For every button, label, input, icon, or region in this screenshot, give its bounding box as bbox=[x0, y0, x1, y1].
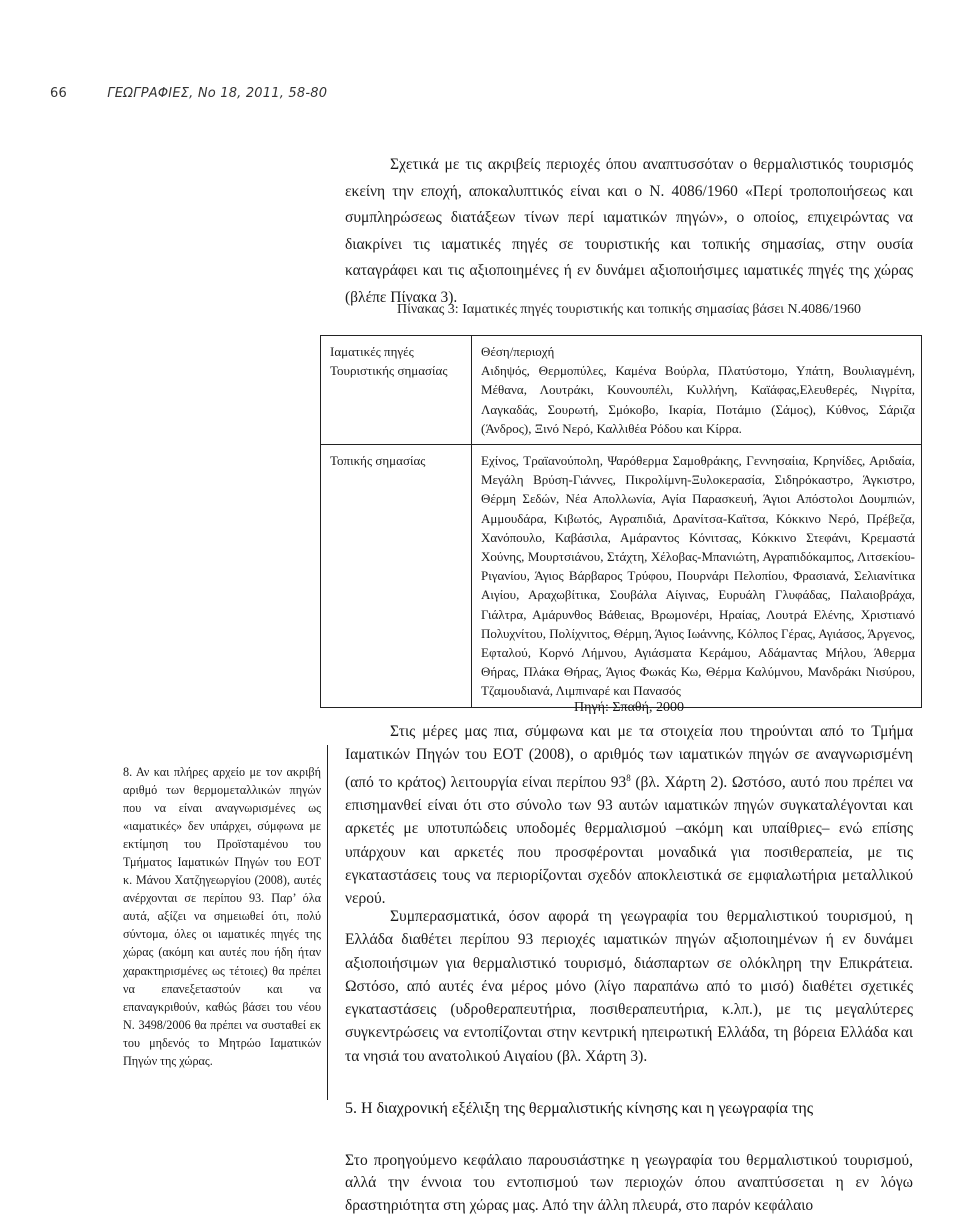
table-caption: Πίνακας 3: Ιαματικές πηγές τουριστικής και τοπικής σημασίας βάσει Ν.4086/1960 bbox=[396, 302, 862, 317]
journal-citation: ΓΕΩΓΡΑΦΙΕΣ, Νο 18, 2011, 58-80 bbox=[107, 86, 328, 101]
paragraph-2 bbox=[345, 720, 913, 911]
paragraph-3: Συμπερασματικά, όσον αφορά τη γεωγραφία του θερμαλιστικού τουρισμού, η Ελλάδα διαθέτει περίπου 93 περιοχές ιαματικών πηγών αξιοποιημένων ή εν δυνάμει αξιοποιήσιμων για θερμαλιστικό τουρισμό, διάσπαρτων σε ολόκληρη την Επικράτεια. Ωστόσο, από αυτές ένα μέρος μόνο (λίγο παραπάνω από το μισό) διαθέτει σχετικές εγκαταστάσεις (υδροθεραπευτήρια, ποσιθεραπευτήρια, κ.λπ.), με τις μεγαλύτερες συγκεντρώσεις να εντοπίζονται στην κεντρική ηπειρωτική Ελλάδα, τη βόρεια Ελλάδα και τα νησιά του ανατολικού Αιγαίου (βλ. Χάρτη 3). bbox=[345, 908, 913, 1065]
footnote-ref: 8 bbox=[626, 772, 631, 783]
locations-cell: Εχίνος, Τραϊανούπολη, Ψαρόθερμα Σαμοθράκης, Γεννησαίια, Κρηνίδες, Αριδαία, Μεγάλη Βρύση-Γιάννες, Πικρολίμνη-Ξυλοκερασία, Σιδηρόκαστρο, Άγκιστρο, Θέρμη Σεδών, Νέα Απολλωνία, Αγία Παρασκευή, Άγιοι Απόστολοι Δουμπιών, Αμμουδάρα, Κιβωτός, Αγραπιδιά, Δρανίτσα-Καϊτσα, Κόκκινο Νερό, Πρέβεζα, Χανόπουλο, Καβάσιλα, Αμάραντος Κόνιτσας, Κόκκινο Στεφάνι, Κρεμαστά Χούνης, Μουρτσιάνου, Στάχτη, Χέλοβας-Μπανιώτη, Αγραπιδόκαμπος, Λιτσεκίου-Ριγανίου, Άγιος Βάρβαρος Τρύφου, Πουρνάρι Πελοπίου, Φρασιανά, Σελιανίτικα Αιγίου, Αραχωβίτικα, Σουβάλα Αίγινας, Ευρυάλη Γλυφάδας, Παλαιοβράχα, Γιάλτρα, Αμάρυνθος Βάθειας, Βρωμονέρι, Ηραίας, Λουτρά Ελένης, Χριστιανό Πολυχνίτου, Πολίχνιτος, Θέρμη, Άγιος Ιωάννης, Κόλπος Γέρας, Αγιάσος, Άργενος, Εφταλού, Κορνό Λήμνου, Αγιάσματα Κεράμου, Αδάμαντας Μήλου, Άθερμα Θήρας, Πλάκα Θήρας, Άγιος Φωκάς Κω, Θέρμα Καλύμνου, Μανδράκι Νισύρου, Τζαμουδιανά, Λιμπιναρέ και Πανασός bbox=[472, 445, 922, 708]
springs-table bbox=[320, 335, 922, 708]
table-source: Πηγή: Σπαθή, 2000 bbox=[574, 700, 684, 715]
column-header: Θέση/περιοχή bbox=[481, 344, 555, 359]
paragraph-2-text-cont: (βλ. Χάρτη 2). Ωστόσο, αυτό που πρέπει να επισημανθεί είναι ότι στο σύνολο των 93 αυτών ιαματικών πηγών συγκαταλέγονται και αρκετές με υποτυπώδεις υποδομές θερμαλισμού –ακόμη και υπαίθριες– ενώ επίσης υπάρχουν και αρκετές που προσφέρονται μοναδικά για ποσιθεραπεία, με τις εγκαταστάσεις τους να περιορίζονται σχεδόν αποκλειστικά σε εμφιαλωτήρια μεταλλικού νερού. bbox=[345, 773, 913, 908]
page-number: 66 bbox=[50, 86, 67, 101]
intro-paragraph: Σχετικά με τις ακριβείς περιοχές όπου αναπτυσσόταν ο θερμαλιστικός τουρισμός εκείνη την εποχή, αποκαλυπτικός είναι και ο Ν. 4086/1960 «Περί τροποποιήσεως και συμπληρώσεως διατάξεων τίνων περί ιαματικών πηγών», ο οποίος, επιχειρώντας να διακρίνει τις ιαματικές πηγές σε τουριστικής και τοπικής σημασίας, στην ουσία καταγράφει και τις αξιοποιημένες ή εν δυνάμει αξιοποιήσιμες ιαματικές πηγές της χώρας (βλέπε Πίνακα 3). bbox=[345, 156, 913, 306]
locations-cell bbox=[472, 336, 922, 445]
table-row bbox=[321, 336, 922, 445]
running-header bbox=[50, 86, 327, 101]
section-heading: 5. Η διαχρονική εξέλιξη της θερμαλιστικής κίνησης και η γεωγραφία της bbox=[345, 1100, 814, 1117]
table-row bbox=[321, 445, 922, 708]
footnote-divider bbox=[327, 745, 328, 1100]
category-cell: Ιαματικές πηγές Τουριστικής σημασίας bbox=[321, 336, 472, 445]
category-cell: Τοπικής σημασίας bbox=[321, 445, 472, 708]
paragraph-4: Στο προηγούμενο κεφάλαιο παρουσιάστηκε η γεωγραφία του θερμαλιστικού τουρισμού, αλλά την έννοια του εντοπισμού των περιοχών όπου αναπτύσσεται η εν λόγω δραστηριότητα στη χώρας μας. Από την άλλη πλευρά, στο παρόν κεφάλαιο bbox=[345, 1152, 913, 1214]
locations-text: Αιδηψός, Θερμοπύλες, Καμένα Βούρλα, Πλατύστομο, Υπάτη, Βουλιαγμένη, Μέθανα, Λουτράκι, Κουνουπέλι, Κυλλήνη, Καϊάφας,Ελευθερές, Νιγρίτα, Λαγκαδάς, Σουρωτή, Σμόκοβο, Ικαρία, Ποτάμιο (Σάμος), Κύθνος, Σάριζα (Άνδρος), Ξινό Νερό, Καλλιθέα Ρόδου και Κίρρα. bbox=[481, 363, 915, 436]
footnote-8: 8. Αν και πλήρες αρχείο με τον ακριβή αριθμό των θερμομεταλλικών πηγών που να είναι αναγνωρισμένες ως «ιαματικές» δεν υπάρχει, σύμφωνα με εκτίμηση του Προϊσταμένου του Τμήματος Ιαματικών Πηγών του ΕΟΤ κ. Μάνου Χατζηγεωργίου (2008), αυτές ανέρχονται σε περίπου 93. Παρ’ όλα αυτά, αξίζει να σημειωθεί ότι, πολύ σύντομα, όλες οι ιαματικές πηγές της χώρας (ακόμη και αυτές που ήδη ήταν χαρακτηρισμένες ως τέτοιες) θα πρέπει να επανεξεταστούν και να επαναγκριθούν, καθώς βάσει του νέου Ν. 3498/2006 θα πρέπει να συσταθεί εκ του μηδενός το Μητρώο Ιαματικών Πηγών της χώρας. bbox=[123, 765, 321, 1068]
paragraph-2-text: Στις μέρες μας πια, σύμφωνα και με τα στοιχεία που τηρούνται από το Τμήμα Ιαματικών Πηγών του ΕΟΤ (2008), ο αριθμός των ιαματικών πηγών σε αναγνωρισμένη (από το κράτος) λειτουργία είναι περίπου 93 bbox=[345, 723, 913, 791]
